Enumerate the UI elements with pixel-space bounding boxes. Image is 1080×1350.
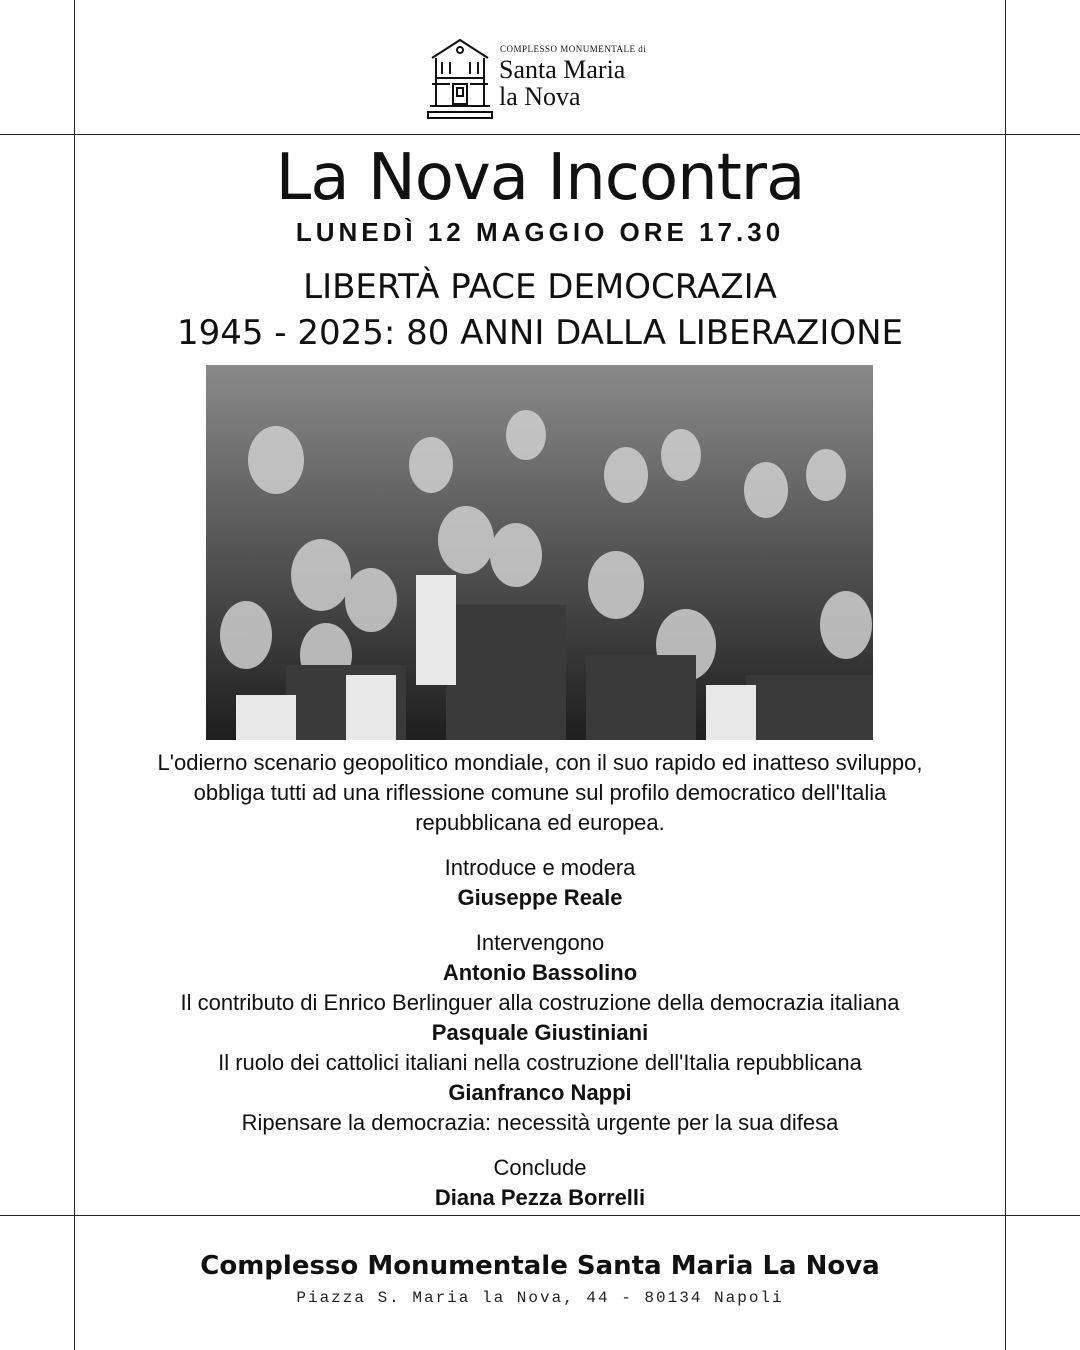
- liberation-crowd-photo: [206, 365, 873, 740]
- speaker-name: Pasquale Giustiniani: [431, 1020, 649, 1045]
- conclusion-block: [80, 1153, 1000, 1213]
- conclusion-name: Diana Pezza Borrelli: [434, 1185, 646, 1210]
- speaker-topic: Il contributo di Enrico Berlinguer alla costruzione della democrazia italiana: [180, 990, 900, 1015]
- conclusion-label: Conclude: [493, 1155, 587, 1180]
- speaker-topic: Ripensare la democrazia: necessità urgente per la sua difesa: [241, 1110, 839, 1135]
- moderator-label: Introduce e modera: [444, 855, 636, 880]
- description-line: repubblicana ed europea.: [415, 810, 665, 835]
- top-divider: [0, 134, 1080, 135]
- description-line: obbliga tutti ad una riflessione comune sul profilo democratico dell'Italia: [193, 780, 887, 805]
- speakers-block: [80, 928, 1000, 1138]
- footer-address: Piazza S. Maria la Nova, 44 - 80134 Napoli: [296, 1289, 784, 1307]
- church-icon: [426, 36, 496, 122]
- moderator-block: [80, 853, 1000, 913]
- event-date: LUNEDÌ 12 MAGGIO ORE 17.30: [295, 217, 785, 247]
- logo-small-text: COMPLESSO MONUMENTALE di: [500, 44, 647, 54]
- speaker-name: Antonio Bassolino: [442, 960, 638, 985]
- event-description: [80, 748, 1000, 838]
- speaker-topic: Il ruolo dei cattolici italiani nella costruzione dell'Italia repubblicana: [218, 1050, 862, 1075]
- speakers-label: Intervengono: [475, 930, 605, 955]
- description-line: L'odierno scenario geopolitico mondiale, con il suo rapido ed inatteso sviluppo,: [157, 750, 923, 775]
- moderator-name: Giuseppe Reale: [457, 885, 623, 910]
- footer-venue: Complesso Monumentale Santa Maria La Nova: [200, 1251, 880, 1281]
- event-subtitle-line1: LIBERTÀ PACE DEMOCRAZIA: [303, 267, 777, 307]
- bottom-divider: [0, 1215, 1080, 1216]
- event-title: La Nova Incontra: [275, 141, 805, 215]
- logo: [426, 36, 666, 124]
- event-subtitle-line2: 1945 - 2025: 80 ANNI DALLA LIBERAZIONE: [176, 313, 904, 353]
- logo-name-line2: la Nova: [499, 82, 581, 111]
- speaker-name: Gianfranco Nappi: [448, 1080, 632, 1105]
- logo-name-line1: Santa Maria: [499, 55, 626, 84]
